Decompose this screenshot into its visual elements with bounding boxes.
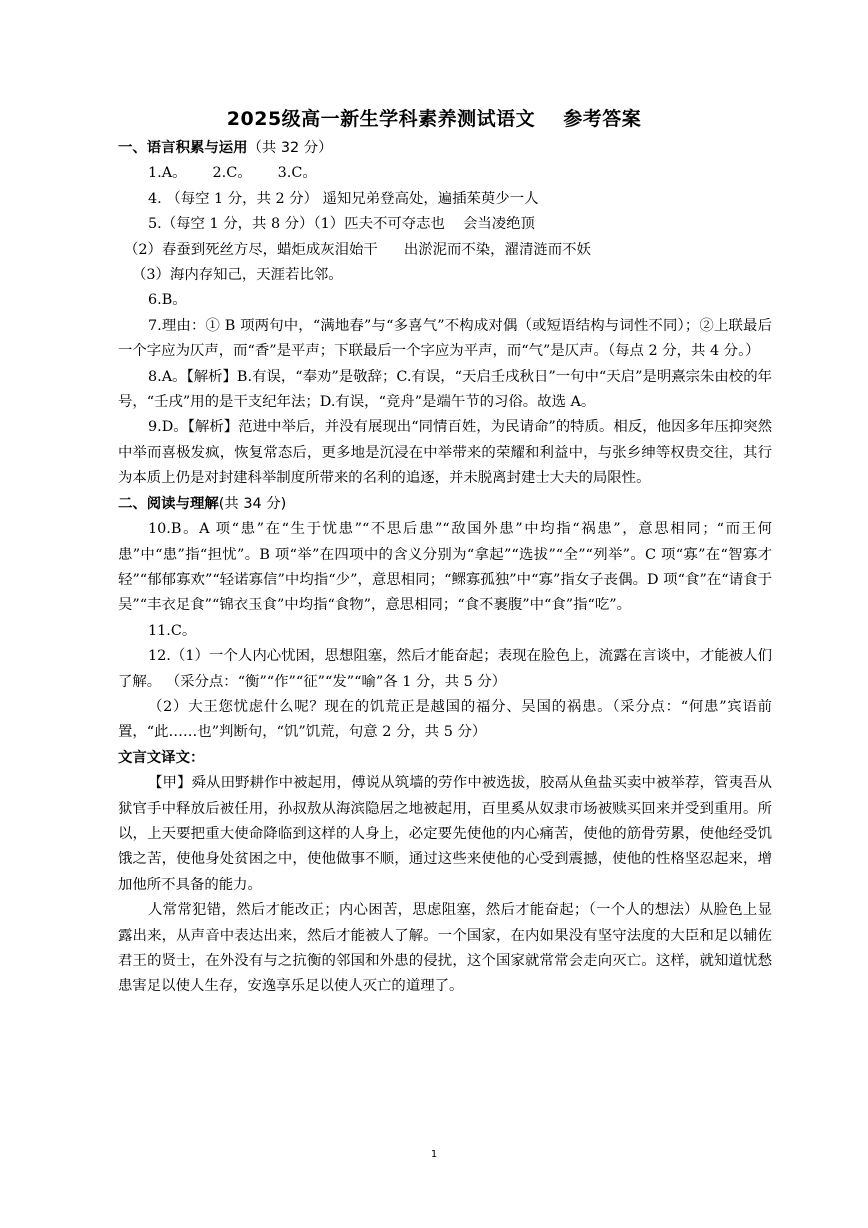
answer-q9: 9.D。【解析】范进中举后，并没有展现出“同情百姓，为民请命”的特质。相反，他因多年压抑突然中举而喜极发疯，恢复常态后，更多地是沉浸在中举带来的荣耀和利益中，与张乡绅等权贵交往，其行为本质上仍是对封建科举制度所带来的名利的追逐，并未脱离封建士大夫的局限性。 <box>118 419 772 487</box>
section1-heading-text: 一、语言积累与运用 <box>118 140 248 156</box>
title-main: 2025级高一新生学科素养测试语文 <box>226 108 536 130</box>
title-sub: 参考答案 <box>563 108 642 130</box>
page-title <box>0 104 868 131</box>
answer-q5-3: （3）海内存知己，天涯若比邻。 <box>132 267 343 284</box>
section1-heading <box>118 136 772 161</box>
answer-q12-2: （2）大王您忧虑什么呢？现在的饥荒正是越国的福分、吴国的祸患。（采分点：“何患”宾语前置，“此……也”判断句，“饥”饥荒，句意 2 分，共 5 分） <box>118 698 772 741</box>
translation-para2: 人常常犯错，然后才能改正；内心困苦，思虑阻塞，然后才能奋起；（一个人的想法）从脸色上显露出来，从声音中表达出来，然后才能被人了解。一个国家，在内如果没有坚守法度的大臣和足以辅佐君王的贤士，在外没有与之抗衡的邻国和外患的侵扰，这个国家就常常会走向灭亡。这样，就知道忧愁患害足以使人生存，安逸享乐足以使人灭亡的道理了。 <box>118 902 772 995</box>
answer-q5-2a: （2）春蚕到死丝方尽，蜡炬成灰泪始干 <box>124 241 378 258</box>
answer-q1: 1.A。 <box>148 165 187 182</box>
answer-q8: 8.A。【解析】B.有误，“奉劝”是敬辞；C.有误，“天启壬戌秋日”一句中“天启”是明熹宗朱由校的年号，“壬戌”用的是干支纪年法；D.有误，“竞舟”是端午节的习俗。故选 A。 <box>118 368 772 411</box>
section1-score: （共 32 分） <box>247 140 333 156</box>
section2-score: (共 34 分) <box>218 495 287 512</box>
answer-q5-intro: 5.（每空 1 分，共 8 分）（1）匹夫不可夺志也 <box>148 216 445 233</box>
answer-q10: 10.B。A 项“患”在“生于忧患”“不思后患”“敌国外患”中均指“祸患”，意思相同；“而王何患”中“患”指“担忧”。B 项“举”在四项中的含义分别为“拿起”“选拔”“全”“列举”。C 项“寡”在“智寡才轻”“郁郁寡欢”“轻诺寡信”中均指“少”，意思相同；“鳏寡孤独”中“寡”指女子丧偶。D 项“食”在“请食于吴”“丰衣足食”“锦衣玉食”中均指“食物”，意思相同；“食不裹腹”中“食”指“吃”。 <box>118 521 772 614</box>
translation-para1: 【甲】舜从田野耕作中被起用，傅说从筑墙的劳作中被选拔，胶鬲从鱼盐买卖中被举荐，管夷吾从狱官手中释放后被任用，孙叔敖从海滨隐居之地被起用，百里奚从奴隶市场被赎买回来并受到重用。所以，上天要把重大使命降临到这样的人身上，必定要先使他的内心痛苦，使他的筋骨劳累，使他经受饥饿之苦，使他身处贫困之中，使他做事不顺，通过这些来使他的心受到震撼，使他的性格坚忍起来，增加他所不具备的能力。 <box>118 775 772 893</box>
answer-q4: 4. （每空 1 分，共 2 分） 遥知兄弟登高处，遍插茱萸少一人 <box>148 190 539 207</box>
section2-heading <box>118 492 772 517</box>
translation-heading: 文言文译文： <box>118 749 205 766</box>
page-number: 1 <box>430 1149 438 1160</box>
answer-q11: 11.C。 <box>148 622 197 639</box>
answer-q5-2 <box>118 238 772 263</box>
answer-q5-2b: 出淤泥而不染，濯清涟而不妖 <box>403 241 591 258</box>
answer-q7: 7.理由：① B 项两句中，“满地春”与“多喜气”不构成对偶（或短语结构与词性不同）；②上联最后一个字应为仄声，而“香”是平声；下联最后一个字应为平声，而“气”是仄声。（每点 2 分，共 4 分。） <box>118 317 772 360</box>
answer-q5-1 <box>118 212 772 237</box>
answer-q1-3 <box>118 161 772 186</box>
answer-q5-1b: 会当凌绝顶 <box>462 216 535 233</box>
answer-q6: 6.B。 <box>148 292 187 309</box>
answer-content <box>118 136 772 1000</box>
section2-heading-text: 二、阅读与理解 <box>118 495 219 512</box>
answer-q3: 3.C。 <box>277 165 317 182</box>
answer-q12-1: 12.（1）一个人内心忧困，思想阻塞，然后才能奋起；表现在脸色上，流露在言谈中，才能被人们了解。 （采分点：“衡”“作”“征”“发”“喻”各 1 分，共 5 分） <box>118 648 772 690</box>
answer-q2: 2.C。 <box>212 165 252 182</box>
